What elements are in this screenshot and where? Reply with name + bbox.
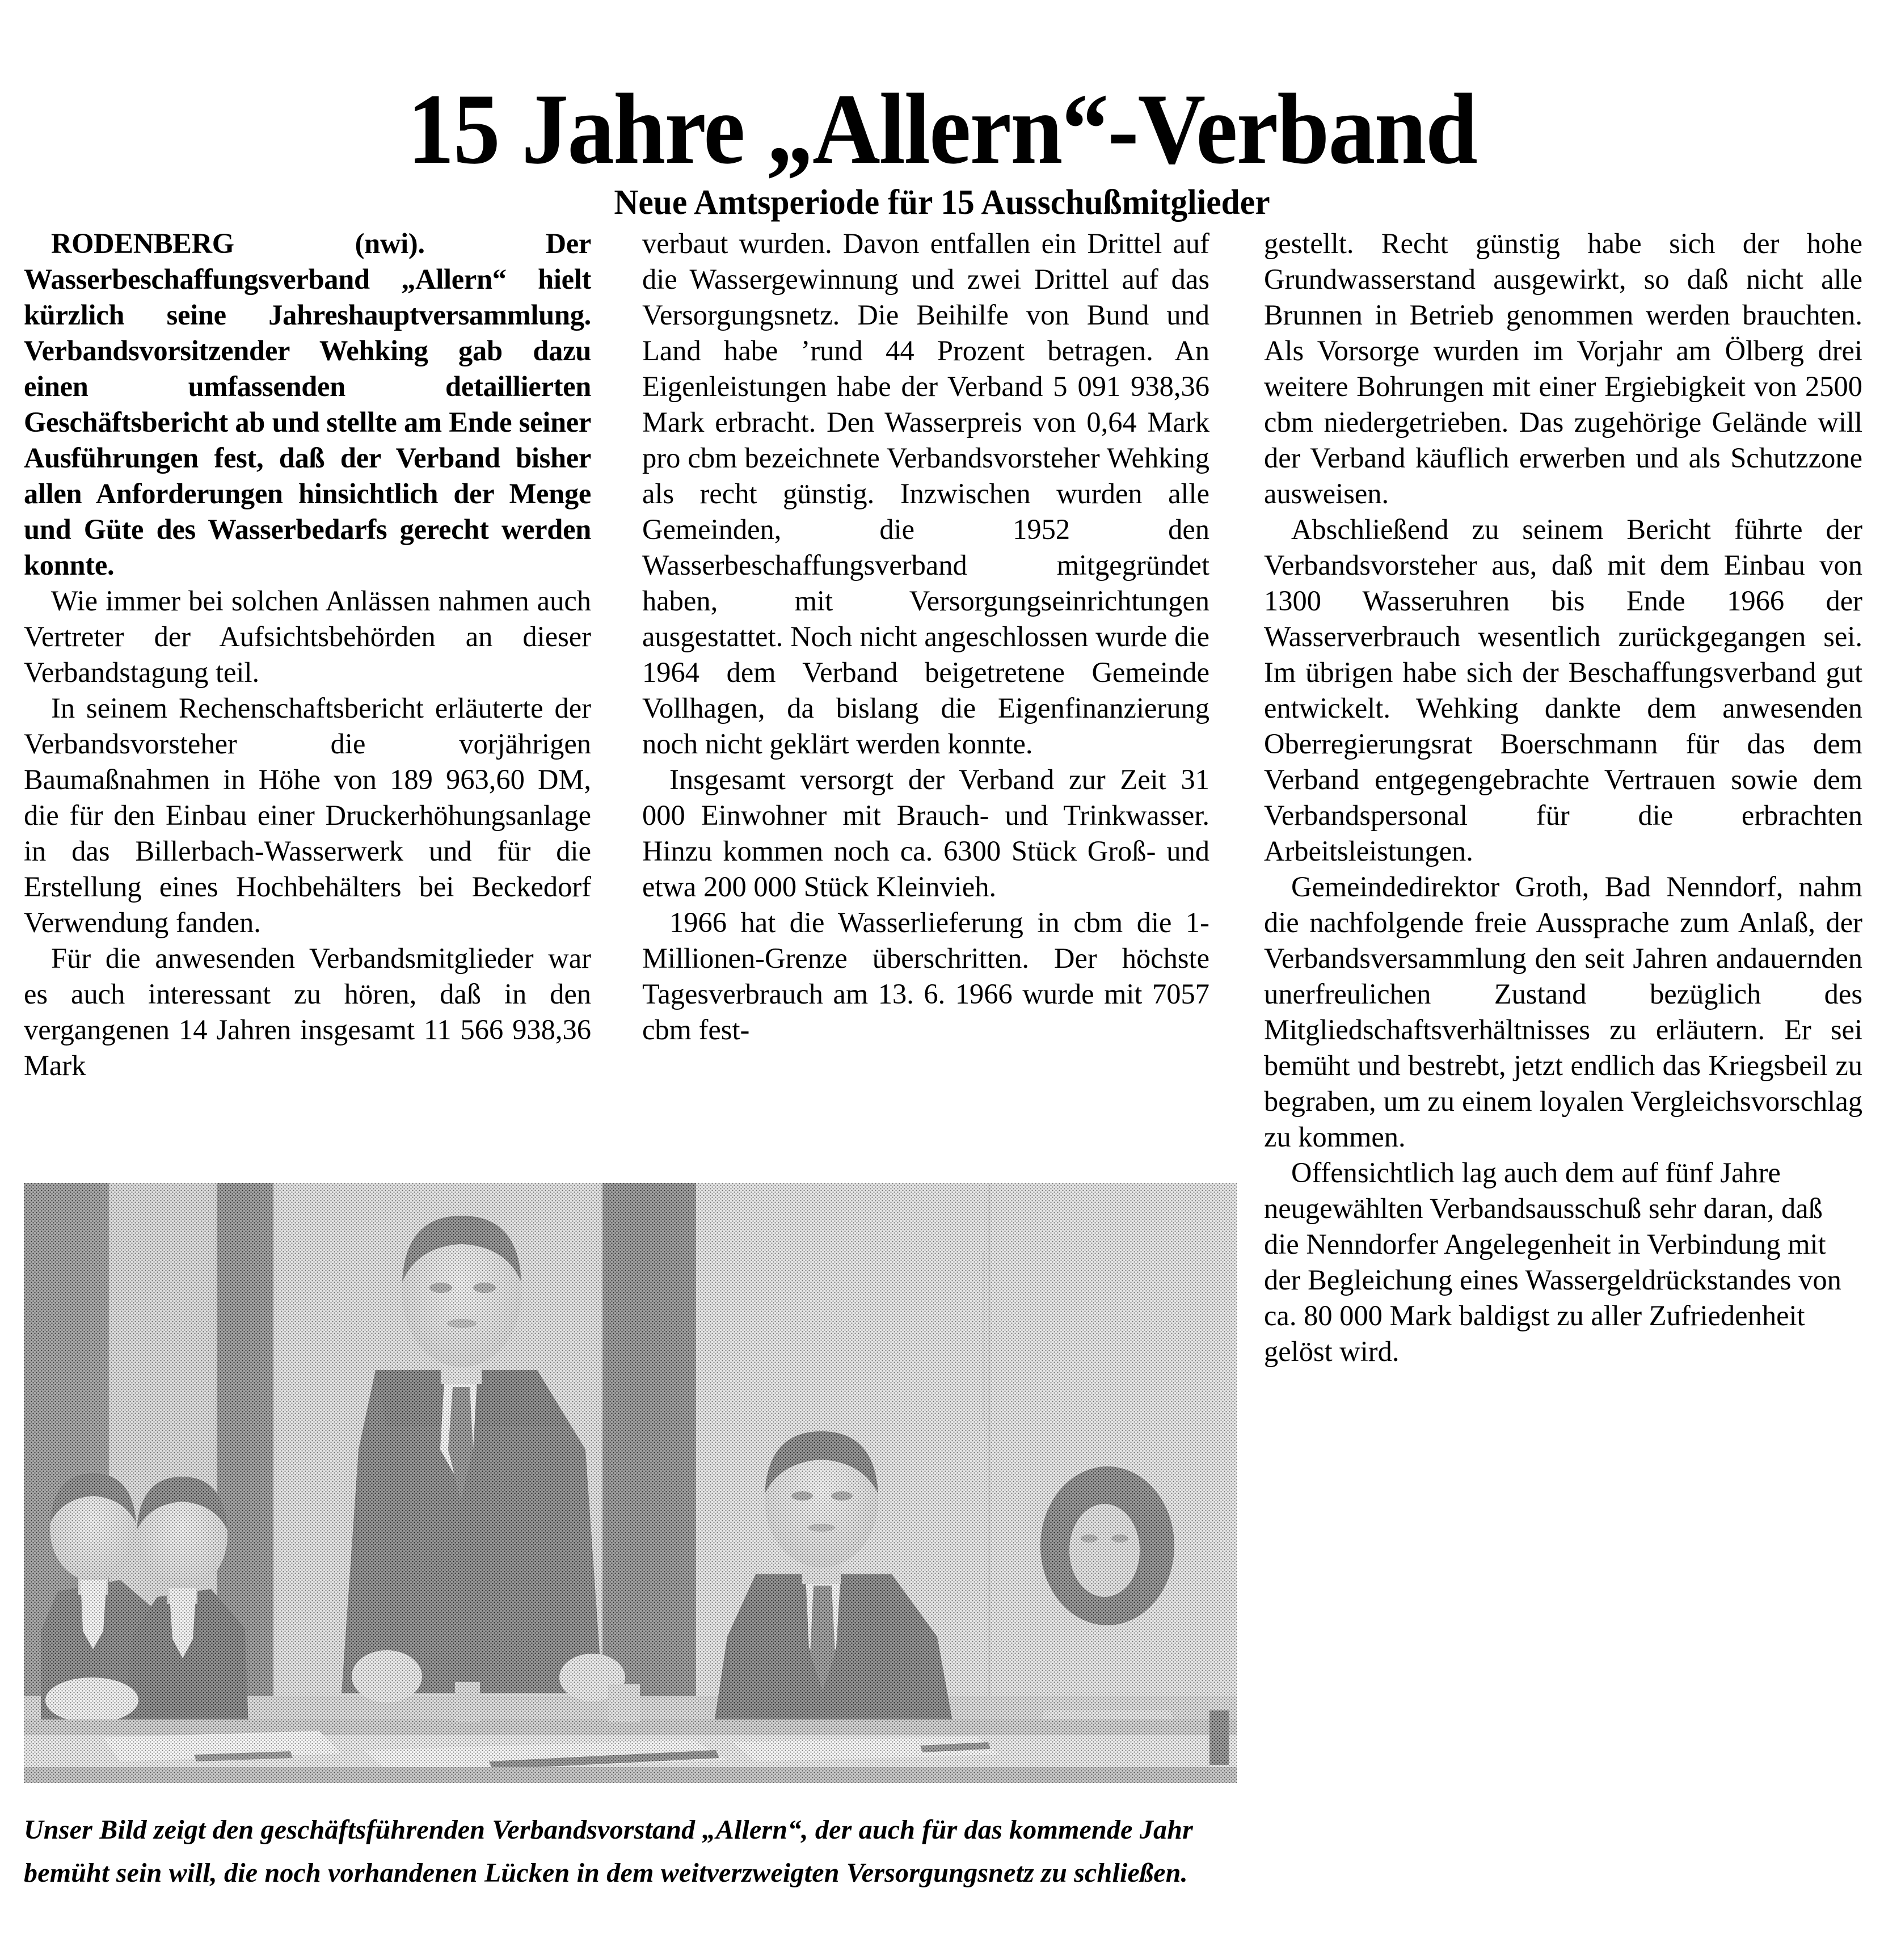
paragraph: Abschließend zu seinem Bericht führte der Verbandsvorsteher aus, daß mit dem Einbau von 1300 Wasseruhren bis Ende 1966 der Wasserverbrauch wesentlich zurückgegangen sei. Im übrigen habe sich der Beschaffungsverband gut entwickelt. Wehking dankte dem anwesenden Oberregierungsrat Boerschmann für das dem Verband entgegengebrachte Vertrauen sowie dem Verbandspersonal für die erbrachten Arbeitsleistungen. [1264, 513, 1862, 867]
photo-illustration [24, 1183, 1237, 1783]
paragraph-continued: verbaut wurden. Davon entfallen ein Drittel auf die Wassergewinnung und zwei Drittel auf das Versorgungsnetz. Die Beihilfe von Bund und Land habe ’rund 44 Prozent betragen. An Eigenleistungen habe der Verband 5 091 938,36 Mark erbracht. Den Wasserpreis von 0,64 Mark pro cbm bezeichnete Verbandsvorsteher Wehking als recht günstig. Inzwischen wurden alle Gemeinden, die 1952 den Wasserbeschaffungsverband mitgegründet haben, mit Versorgungseinrichtungen ausgestattet. Noch nicht angeschlossen wurde die 1964 dem Verband beigetretene Gemeinde Vollhagen, da bislang die Eigenfinanzierung noch nicht geklärt werden konnte. [642, 227, 1209, 760]
article-column-3 [1264, 226, 1862, 1712]
paragraph: Offensichtlich lag auch dem auf fünf Jahre neugewählten Verbandsausschuß sehr daran, daß die Nenndorfer Angelegenheit in Verbindung mit der Begleichung eines Wassergeldrückstandes von ca. 80 000 Mark baldigst zu aller Zufriedenheit gelöst wird. [1264, 1157, 1841, 1367]
article-column-2 [642, 226, 1209, 1111]
lead-paragraph: RODENBERG (nwi). Der Wasserbeschaffungsverband „Allern“ hielt kürzlich seine Jahreshauptversammlung. Verbandsvorsitzender Wehking gab dazu einen umfassenden detaillierten Geschäftsbericht ab und stellte am Ende seiner Ausführungen fest, daß der Verband bisher allen Anforderungen hinsichtlich der Menge und Güte des Wasserbedarfs gerecht werden konnte. [24, 227, 591, 581]
paragraph: 1966 hat die Wasserlieferung in cbm die 1-Millionen-Grenze überschritten. Der höchste Tagesverbrauch am 13. 6. 1966 wurde mit 7057 cbm fest- [642, 907, 1209, 1046]
paragraph: Für die anwesenden Verbandsmitglieder war es auch interessant zu hören, daß in den vergangenen 14 Jahren insgesamt 11 566 938,36 Mark [24, 942, 591, 1081]
paragraph: Wie immer bei solchen Anlässen nahmen auch Vertreter der Aufsichtsbehörden an dieser Verbandstagung teil. [24, 585, 591, 688]
page-title: 15 Jahre „Allern“-Verband [407, 73, 1477, 186]
photo-caption-text: Unser Bild zeigt den geschäftsführenden Verbandsvorstand „Allern“, der auch für das kommende Jahr bemüht sein will, die noch vorhandenen Lücken in dem weitverzweigten Versorgungsnetz zu schließen. [24, 1815, 1193, 1888]
paragraph-continued: gestellt. Recht günstig habe sich der hohe Grundwasserstand ausgewirkt, so daß nicht alle Brunnen in Betrieb genommen werden brauchten. Als Vorsorge wurden im Vorjahr am Ölberg drei weitere Bohrungen mit einer Ergiebigkeit von 2500 cbm niedergetrieben. Das zugehörige Gelände will der Verband käuflich erwerben und als Schutzzone ausweisen. [1264, 227, 1862, 509]
article-column-1 [24, 226, 591, 1190]
paragraph: Insgesamt versorgt der Verband zur Zeit 31 000 Einwohner mit Brauch- und Trinkwasser. Hinzu kommen noch ca. 6300 Stück Groß- und etwa 200 000 Stück Kleinvieh. [642, 764, 1209, 903]
paragraph: In seinem Rechenschaftsbericht erläuterte der Verbandsvorsteher die vorjährigen Baumaßnahmen in Höhe von 189 963,60 DM, die für den Einbau einer Druckerhöhungsanlage in das Billerbach-Wasserwerk und für die Erstellung eines Hochbehälters bei Beckedorf Verwendung fanden. [24, 692, 591, 938]
paragraph: Gemeindedirektor Groth, Bad Nenndorf, nahm die nachfolgende freie Aussprache zum Anlaß, der Verbandsversammlung den seit Jahren andauernden unerfreulichen Zustand bezüglich des Mitgliedschaftsverhältnisses zu erläutern. Er sei bemüht und bestrebt, jetzt endlich das Kriegsbeil zu begraben, um zu einem loyalen Vergleichsvorschlag zu kommen. [1264, 871, 1862, 1153]
photo-caption [24, 1809, 1244, 1895]
subheadline: Neue Amtsperiode für 15 Ausschußmitglieder [614, 183, 1270, 222]
article-photo [24, 1183, 1237, 1783]
